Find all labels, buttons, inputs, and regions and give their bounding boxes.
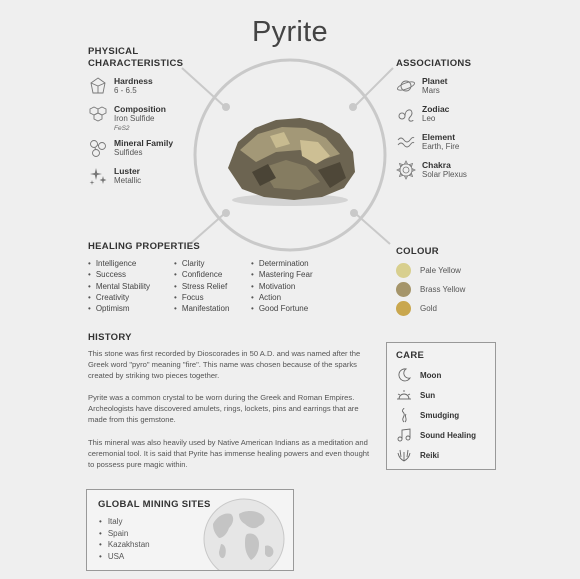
healing-heading: HEALING PROPERTIES [88, 241, 201, 252]
luster-icon [88, 166, 108, 186]
healing-item: • Confidence [174, 269, 229, 280]
colour-item-brass-yellow: Brass Yellow [396, 280, 465, 299]
association-item-zodiac: Zodiac Leo [396, 104, 467, 132]
chakra-icon [396, 160, 416, 180]
connector-line-colour [356, 214, 390, 244]
colour-item-pale-yellow: Pale Yellow [396, 261, 465, 280]
care-item-reiki: Reiki [396, 445, 476, 465]
smudging-icon [396, 407, 412, 423]
healing-item: • Optimism [88, 303, 150, 314]
hardness-icon [88, 76, 108, 96]
care-heading: CARE [396, 350, 425, 361]
mining-sites-list [99, 516, 150, 562]
mining-site-item: • Kazakhstan [99, 539, 150, 551]
association-item-chakra: Chakra Solar Plexus [396, 160, 467, 188]
connector-line-healing [190, 214, 224, 244]
healing-column-1 [88, 258, 150, 314]
composition-icon [88, 104, 108, 124]
mining-panel [86, 489, 294, 571]
care-list [396, 365, 476, 465]
healing-item: • Success [88, 269, 150, 280]
pyrite-stone-image [228, 118, 355, 206]
planet-icon [396, 76, 416, 96]
healing-item: • Creativity [88, 292, 150, 303]
sun-icon [396, 387, 412, 403]
connector-line-associations [355, 68, 393, 106]
healing-column-3 [251, 258, 313, 314]
connector-dot-physical [222, 103, 230, 111]
care-item-smudging: Smudging [396, 405, 476, 425]
connector-dot-healing [222, 209, 230, 217]
healing-item: • Intelligence [88, 258, 150, 269]
connector-line-physical [182, 68, 224, 106]
sound-healing-icon [396, 427, 412, 443]
mining-site-item: • Spain [99, 528, 150, 540]
physical-heading: PHYSICAL CHARACTERISTICS [88, 46, 184, 69]
association-item-element: Element Earth, Fire [396, 132, 467, 160]
colour-list [396, 261, 465, 318]
connector-dot-colour [350, 209, 358, 217]
colour-item-gold: Gold [396, 299, 465, 318]
mineral-family-icon [88, 138, 108, 158]
healing-column-2 [174, 258, 229, 314]
colour-swatch [396, 282, 411, 297]
healing-item: • Motivation [251, 281, 313, 292]
care-item-sound-healing: Sound Healing [396, 425, 476, 445]
healing-item: • Manifestation [174, 303, 229, 314]
association-item-planet: Planet Mars [396, 76, 467, 104]
care-panel [386, 342, 496, 470]
healing-item: • Clarity [174, 258, 229, 269]
moon-icon [396, 367, 412, 383]
healing-item: • Focus [174, 292, 229, 303]
healing-item: • Determination [251, 258, 313, 269]
associations-list [396, 76, 467, 188]
history-heading: HISTORY [88, 332, 132, 343]
connector-dot-associations [349, 103, 357, 111]
physical-item-mineral-family: Mineral Family Sulfides [88, 138, 173, 166]
healing-item: • Action [251, 292, 313, 303]
physical-item-luster: Luster Metallic [88, 166, 173, 194]
care-item-moon: Moon [396, 365, 476, 385]
leo-zodiac-icon [396, 104, 416, 124]
physical-item-composition: Composition Iron Sulfide FeS2 [88, 104, 173, 138]
care-item-sun: Sun [396, 385, 476, 405]
physical-item-hardness: Hardness 6 - 6.5 [88, 76, 173, 104]
mining-site-item: • USA [99, 551, 150, 563]
reiki-icon [396, 447, 412, 463]
mining-site-item: • Italy [99, 516, 150, 528]
history-paragraph-3: This mineral was also heavily used by Native American Indians as a meditation and ceremonial tool. It is said that Pyrite has immense healing powers and even thought to possess pure magic within. [88, 438, 370, 469]
physical-list [88, 76, 173, 194]
colour-swatch [396, 301, 411, 316]
element-icon [396, 132, 416, 152]
healing-item: • Mental Stability [88, 281, 150, 292]
page-title: Pyrite [252, 16, 328, 48]
associations-heading: ASSOCIATIONS [396, 58, 472, 69]
mining-heading: GLOBAL MINING SITES [98, 499, 211, 510]
colour-heading: COLOUR [396, 246, 439, 257]
healing-item: • Good Fortune [251, 303, 313, 314]
history-paragraph-1: This stone was first recorded by Dioscorades in 50 A.D. and was named after the Greek word "pyro" meaning "fire". This name was chosen because of the sparks created by striking two pieces together. [88, 349, 361, 380]
healing-item: • Stress Relief [174, 281, 229, 292]
healing-item: • Mastering Fear [251, 269, 313, 280]
globe-icon [199, 494, 289, 571]
history-paragraph-2: Pyrite was a common crystal to be worn during the Greek and Roman Empires. Archeologists have discovered amulets, rings, lockets, pins and earrings that are made from this gemstone. [88, 393, 359, 424]
colour-swatch [396, 263, 411, 278]
